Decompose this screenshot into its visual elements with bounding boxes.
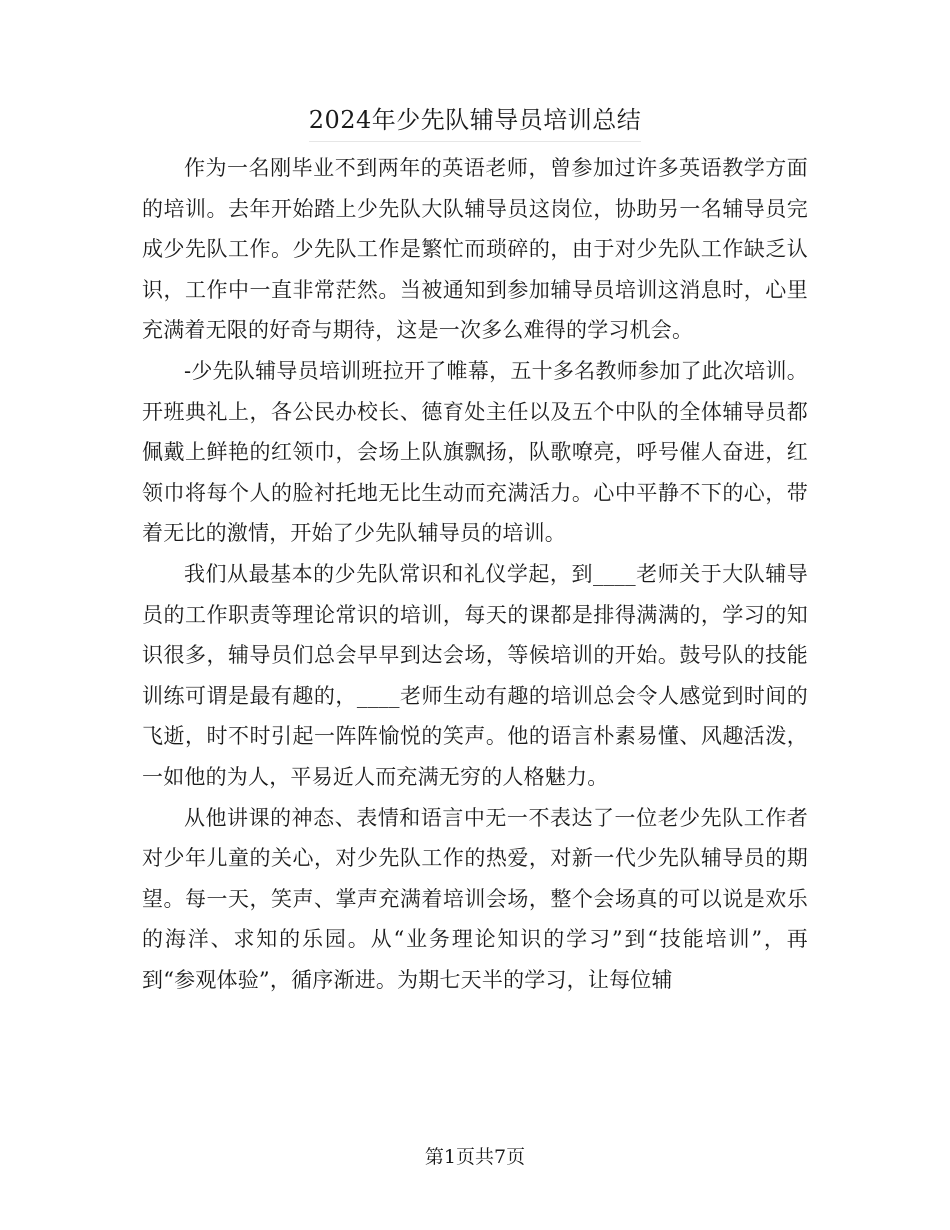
- document-body: [142, 148, 808, 1000]
- title-area: [0, 100, 950, 142]
- paragraph-3: 我们从最基本的少先队常识和礼仪学起，到____老师关于大队辅导员的工作职责等理论常识的培训，每天的课都是排得满满的，学习的知识很多，辅导员们总会早早到达会场，等候培训的开始。鼓号队的技能训练可谓是最有趣的，____老师生动有趣的培训总会令人感觉到时间的飞逝，时不时引起一阵阵愉悦的笑声。他的语言朴素易懂、风趣活泼，一如他的为人，平易近人而充满无穷的人格魅力。: [142, 561, 808, 789]
- document-title: 2024年少先队辅导员培训总结: [309, 100, 642, 142]
- paragraph-1: 作为一名刚毕业不到两年的英语老师，曾参加过许多英语教学方面的培训。去年开始踏上少先队大队辅导员这岗位，协助另一名辅导员完成少先队工作。少先队工作是繁忙而琐碎的，由于对少先队工作缺乏认识，工作中一直非常茫然。当被通知到参加辅导员培训这消息时，心里充满着无限的好奇与期待，这是一次多么难得的学习机会。: [142, 156, 808, 343]
- page-number-footer: 第1页共7页: [424, 1146, 526, 1168]
- paragraph-2: -少先队辅导员培训班拉开了帷幕，五十多名教师参加了此次培训。开班典礼上，各公民办校长、德育处主任以及五个中队的全体辅导员都佩戴上鲜艳的红领巾，会场上队旗飘扬，队歌嘹亮，呼号催人奋进，红领巾将每个人的脸衬托地无比生动而充满活力。心中平静不下的心，带着无比的激情，开始了少先队辅导员的培训。: [142, 358, 808, 546]
- paragraph-4: 从他讲课的神态、表情和语言中无一不表达了一位老少先队工作者对少年儿童的关心，对少先队工作的热爱，对新一代少先队辅导员的期望。每一天，笑声、掌声充满着培训会场，整个会场真的可以说是欢乐的海洋、求知的乐园。从“业务理论知识的学习”到“技能培训”，再到“参观体验”，循序渐进。为期七天半的学习，让每位辅: [142, 805, 808, 992]
